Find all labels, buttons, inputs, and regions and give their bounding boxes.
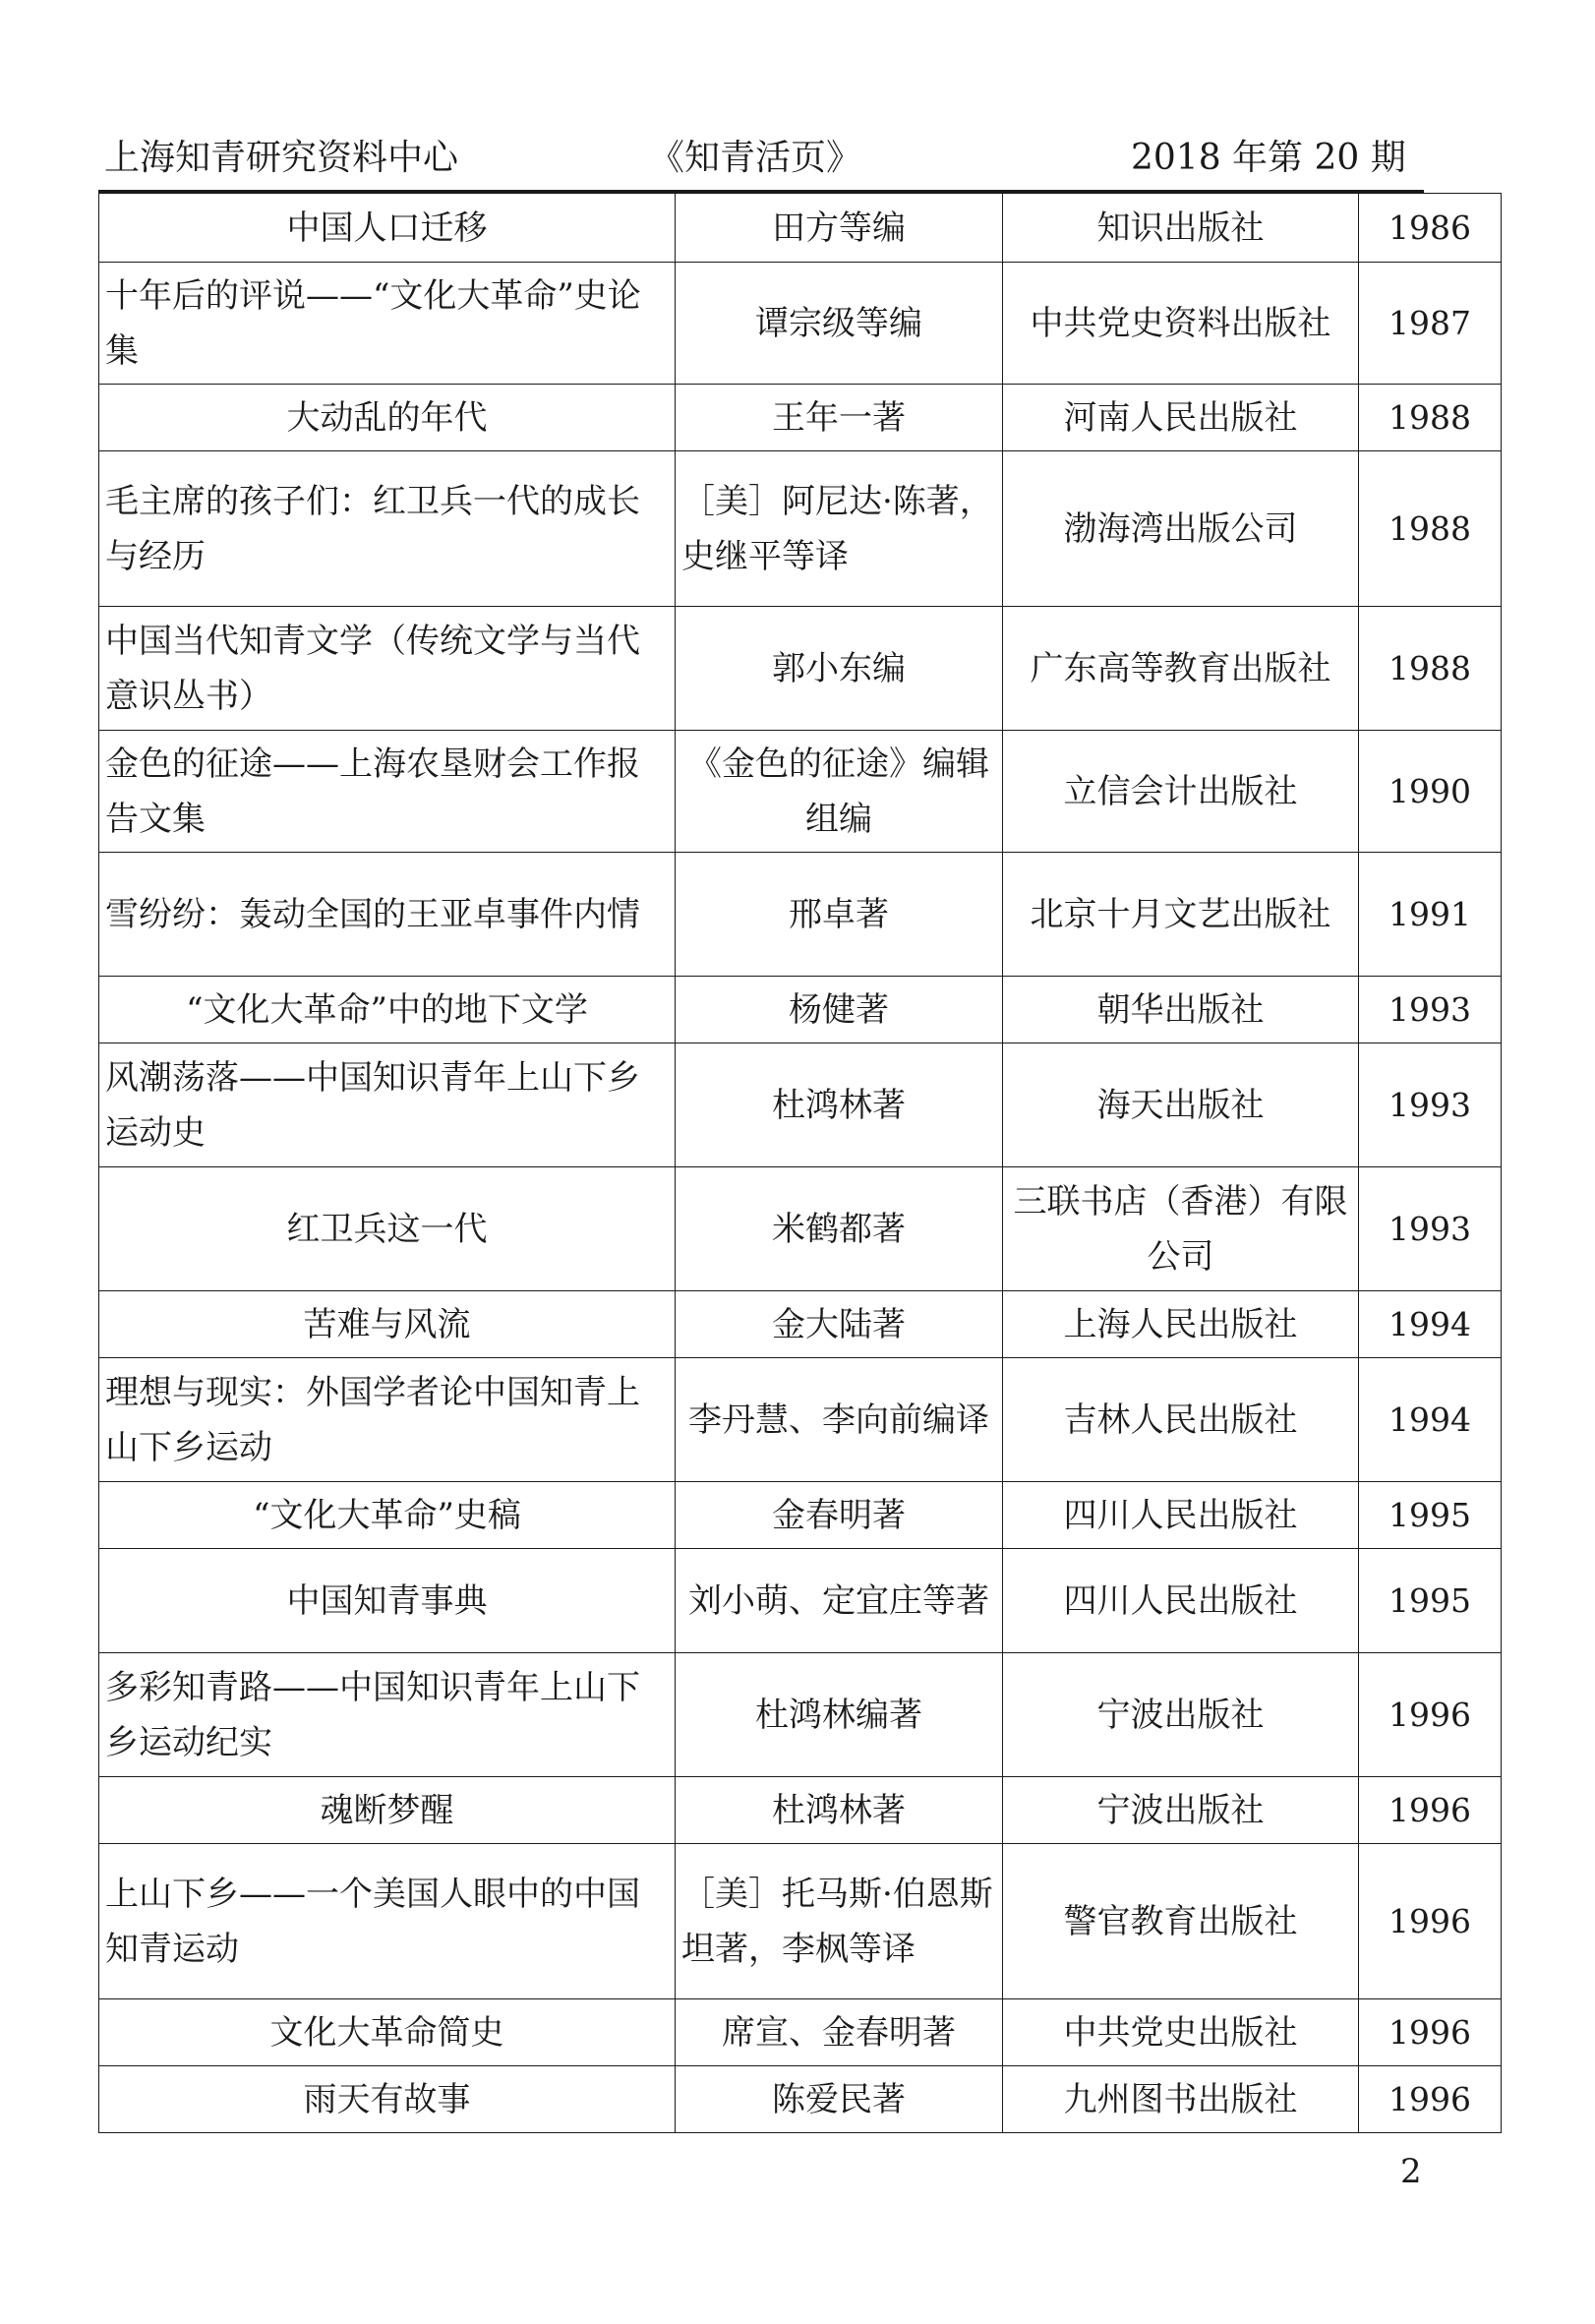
book-year: 1988: [1359, 607, 1502, 731]
book-author: 杨健著: [676, 977, 1003, 1043]
book-year: 1996: [1359, 1777, 1502, 1844]
book-author: 刘小萌、定宜庄等著: [676, 1549, 1003, 1653]
book-author: 杜鸿林著: [676, 1043, 1003, 1167]
book-publisher: 吉林人民出版社: [1003, 1358, 1359, 1482]
book-author: 米鹤都著: [676, 1167, 1003, 1291]
table-row: [99, 977, 1502, 1043]
book-title: 十年后的评说——“文化大革命”史论集: [99, 263, 676, 385]
book-title: “文化大革命”史稿: [99, 1482, 676, 1549]
book-publisher: 北京十月文艺出版社: [1003, 853, 1359, 977]
book-author: 李丹慧、李向前编译: [676, 1358, 1003, 1482]
book-publisher: 九州图书出版社: [1003, 2066, 1359, 2133]
book-title: 金色的征途——上海农垦财会工作报告文集: [99, 731, 676, 853]
table-row: [99, 1549, 1502, 1653]
book-year: 1993: [1359, 977, 1502, 1043]
book-year: 1995: [1359, 1549, 1502, 1653]
book-author: 杜鸿林著: [676, 1777, 1003, 1844]
table-row: [99, 1043, 1502, 1167]
book-year: 1987: [1359, 263, 1502, 385]
book-title: 上山下乡——一个美国人眼中的中国知青运动: [99, 1844, 676, 1999]
book-year: 1991: [1359, 853, 1502, 977]
book-author: 谭宗级等编: [676, 263, 1003, 385]
table-row: [99, 1844, 1502, 1999]
book-publisher: 中共党史资料出版社: [1003, 263, 1359, 385]
book-publisher: 知识出版社: [1003, 194, 1359, 263]
book-year: 1988: [1359, 385, 1502, 451]
book-author: 《金色的征途》编辑组编: [676, 731, 1003, 853]
table-row: [99, 1167, 1502, 1291]
book-publisher: 河南人民出版社: [1003, 385, 1359, 451]
book-year: 1993: [1359, 1043, 1502, 1167]
book-year: 1988: [1359, 451, 1502, 607]
book-publisher: 四川人民出版社: [1003, 1549, 1359, 1653]
book-publisher: 广东高等教育出版社: [1003, 607, 1359, 731]
header-publication-title: 《知青活页》: [649, 138, 862, 178]
table-row: [99, 1358, 1502, 1482]
book-author: 金大陆著: [676, 1291, 1003, 1358]
table-row: [99, 1482, 1502, 1549]
table-row: [99, 853, 1502, 977]
header-organization: 上海知青研究资料中心: [104, 138, 459, 178]
table-row: [99, 194, 1502, 263]
page-header: [98, 134, 1424, 193]
book-author: 陈爱民著: [676, 2066, 1003, 2133]
book-publisher: 警官教育出版社: [1003, 1844, 1359, 1999]
book-year: 1995: [1359, 1482, 1502, 1549]
book-publisher: 宁波出版社: [1003, 1777, 1359, 1844]
book-author: 杜鸿林编著: [676, 1653, 1003, 1777]
book-year: 1996: [1359, 1844, 1502, 1999]
book-title: 苦难与风流: [99, 1291, 676, 1358]
book-publisher: 上海人民出版社: [1003, 1291, 1359, 1358]
table-row: [99, 385, 1502, 451]
book-author: 郭小东编: [676, 607, 1003, 731]
book-title: 毛主席的孩子们：红卫兵一代的成长与经历: [99, 451, 676, 607]
table-row: [99, 1291, 1502, 1358]
book-year: 1993: [1359, 1167, 1502, 1291]
book-author: 田方等编: [676, 194, 1003, 263]
book-title: 雨天有故事: [99, 2066, 676, 2133]
book-title: 雪纷纷：轰动全国的王亚卓事件内情: [99, 853, 676, 977]
table-row: [99, 2066, 1502, 2133]
book-title: 理想与现实：外国学者论中国知青上山下乡运动: [99, 1358, 676, 1482]
table-row: [99, 731, 1502, 853]
book-year: 1996: [1359, 2066, 1502, 2133]
book-title: 文化大革命简史: [99, 1999, 676, 2066]
page-number: 2: [1400, 2152, 1422, 2191]
table-row: [99, 1777, 1502, 1844]
book-year: 1996: [1359, 1999, 1502, 2066]
book-title: 大动乱的年代: [99, 385, 676, 451]
book-author: 金春明著: [676, 1482, 1003, 1549]
book-list-table: [98, 193, 1502, 2133]
table-row: [99, 607, 1502, 731]
book-year: 1996: [1359, 1653, 1502, 1777]
book-title: 魂断梦醒: [99, 1777, 676, 1844]
book-publisher: 四川人民出版社: [1003, 1482, 1359, 1549]
book-author: 席宣、金春明著: [676, 1999, 1003, 2066]
book-publisher: 宁波出版社: [1003, 1653, 1359, 1777]
book-title: 红卫兵这一代: [99, 1167, 676, 1291]
book-publisher: 海天出版社: [1003, 1043, 1359, 1167]
book-year: 1990: [1359, 731, 1502, 853]
book-year: 1994: [1359, 1291, 1502, 1358]
header-issue: 2018 年第 20 期: [1131, 138, 1406, 178]
book-author: 王年一著: [676, 385, 1003, 451]
book-publisher: 三联书店（香港）有限公司: [1003, 1167, 1359, 1291]
table-row: [99, 263, 1502, 385]
book-publisher: 立信会计出版社: [1003, 731, 1359, 853]
book-publisher: 朝华出版社: [1003, 977, 1359, 1043]
book-author: 邢卓著: [676, 853, 1003, 977]
book-year: 1986: [1359, 194, 1502, 263]
book-author: ［美］托马斯·伯恩斯坦著，李枫等译: [676, 1844, 1003, 1999]
book-year: 1994: [1359, 1358, 1502, 1482]
book-title: 中国人口迁移: [99, 194, 676, 263]
table-row: [99, 451, 1502, 607]
book-title: 风潮荡落——中国知识青年上山下乡运动史: [99, 1043, 676, 1167]
book-publisher: 渤海湾出版公司: [1003, 451, 1359, 607]
book-title: 中国当代知青文学（传统文学与当代意识丛书）: [99, 607, 676, 731]
book-author: ［美］阿尼达·陈著，史继平等译: [676, 451, 1003, 607]
book-title: 多彩知青路——中国知识青年上山下乡运动纪实: [99, 1653, 676, 1777]
table-row: [99, 1999, 1502, 2066]
book-publisher: 中共党史出版社: [1003, 1999, 1359, 2066]
book-title: “文化大革命”中的地下文学: [99, 977, 676, 1043]
table-row: [99, 1653, 1502, 1777]
book-title: 中国知青事典: [99, 1549, 676, 1653]
